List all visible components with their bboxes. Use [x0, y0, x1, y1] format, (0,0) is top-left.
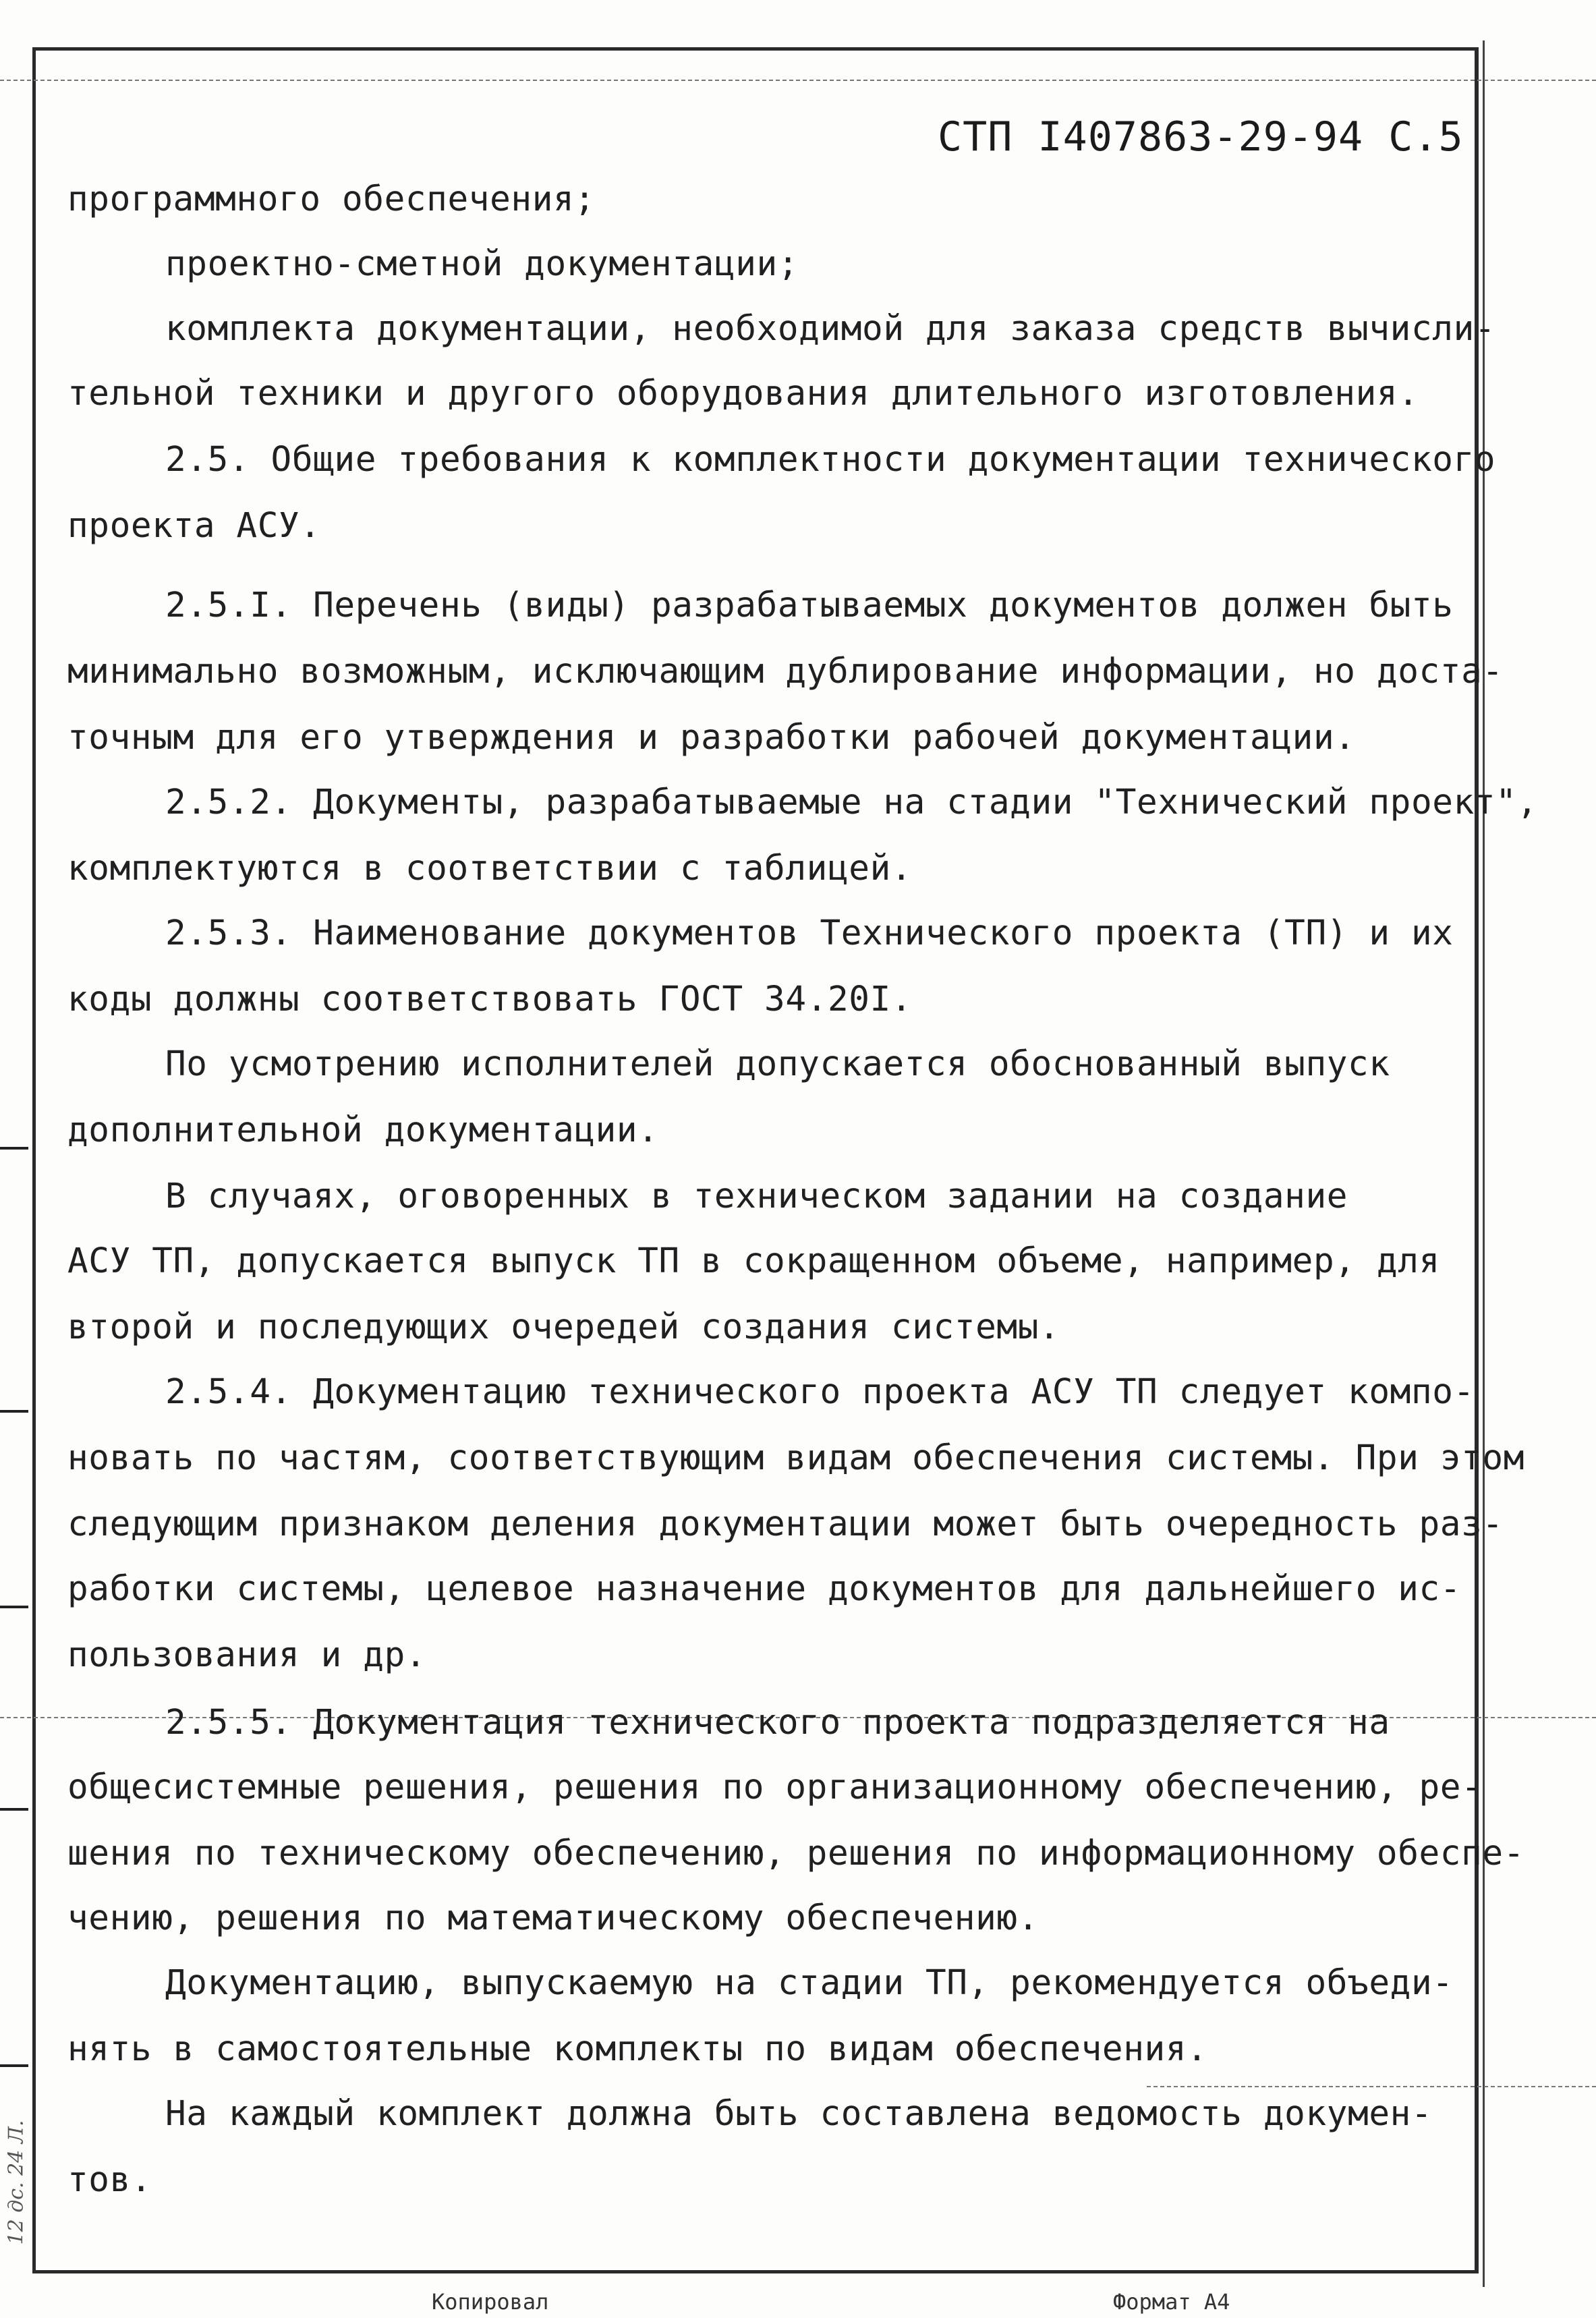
text-line: На каждый комплект должна быть составлена ведомость докумен-: [165, 2094, 1433, 2134]
text-line: программного обеспечения;: [67, 179, 596, 219]
edge-mark: [0, 1606, 28, 1608]
text-line: 2.5.3. Наименование документов Технического проекта (ТП) и их: [165, 913, 1454, 953]
text-line: шения по техническому обеспечению, решения по информационному обеспе-: [67, 1834, 1525, 1873]
margin-note-text: 12 дс. 24 Л.: [4, 2120, 28, 2245]
text-line: комплекта документации, необходимой для заказа средств вычисли-: [165, 309, 1496, 349]
text-line: дополнительной документации.: [67, 1110, 659, 1150]
text-line: пользования и др.: [67, 1635, 427, 1675]
text-line: Документацию, выпускаемую на стадии ТП, рекомендуется объеди-: [165, 1963, 1454, 2003]
text-line: коды должны соответствовать ГОСТ 34.20I.: [67, 980, 913, 1019]
text-line: тельной техники и другого оборудования длительного изготовления.: [67, 374, 1419, 414]
text-line: 2.5.2. Документы, разрабатываемые на стадии "Технический проект",: [165, 783, 1538, 822]
edge-mark: [0, 1808, 28, 1811]
text-line: 2.5. Общие требования к комплектности документации технического: [165, 440, 1496, 480]
fold-line-lower: [1147, 2086, 1596, 2087]
edge-mark: [0, 1410, 28, 1413]
text-line: чению, решения по математическому обеспечению.: [67, 1898, 1039, 1938]
frame-edge-line: [1483, 40, 1485, 2287]
text-line: следующим признаком деления документации может быть очередность раз-: [67, 1504, 1504, 1544]
document-code: СТП I407863-29-94 С.5: [938, 113, 1464, 161]
text-line: 2.5.I. Перечень (виды) разрабатываемых документов должен быть: [165, 586, 1454, 625]
text-line: 2.5.5. Документация технического проекта подразделяется на: [165, 1703, 1390, 1743]
edge-mark: [0, 1147, 28, 1150]
text-line: По усмотрению исполнителей допускается обоснованный выпуск: [165, 1044, 1390, 1084]
fold-line-top: [0, 80, 1596, 81]
text-line: тов.: [67, 2160, 152, 2200]
text-line: 2.5.4. Документацию технического проекта АСУ ТП следует компо-: [165, 1372, 1475, 1412]
footer-copied: Копировал: [432, 2289, 549, 2315]
text-line: комплектуются в соответствии с таблицей.: [67, 849, 913, 888]
text-line: проекта АСУ.: [67, 506, 321, 546]
margin-handwritten-note: [3, 1943, 30, 2253]
text-line: АСУ ТП, допускается выпуск ТП в сокращенном объеме, например, для: [67, 1241, 1440, 1281]
text-line: точным для его утверждения и разработки рабочей документации.: [67, 718, 1356, 758]
text-line: новать по частям, соответствующим видам обеспечения системы. При этом: [67, 1438, 1525, 1478]
text-line: проектно-сметной документации;: [165, 244, 799, 284]
footer-format: Формат А4: [1113, 2289, 1230, 2315]
text-line: общесистемные решения, решения по организационному обеспечению, ре-: [67, 1768, 1483, 1807]
text-line: второй и последующих очередей создания системы.: [67, 1307, 1060, 1347]
text-line: В случаях, оговоренных в техническом задании на создание: [165, 1177, 1348, 1216]
text-line: минимально возможным, исключающим дублирование информации, но доста-: [67, 652, 1504, 691]
text-line: нять в самостоятельные комплекты по видам обеспечения.: [67, 2029, 1208, 2069]
text-line: работки системы, целевое назначение документов для дальнейшего ис-: [67, 1569, 1462, 1609]
